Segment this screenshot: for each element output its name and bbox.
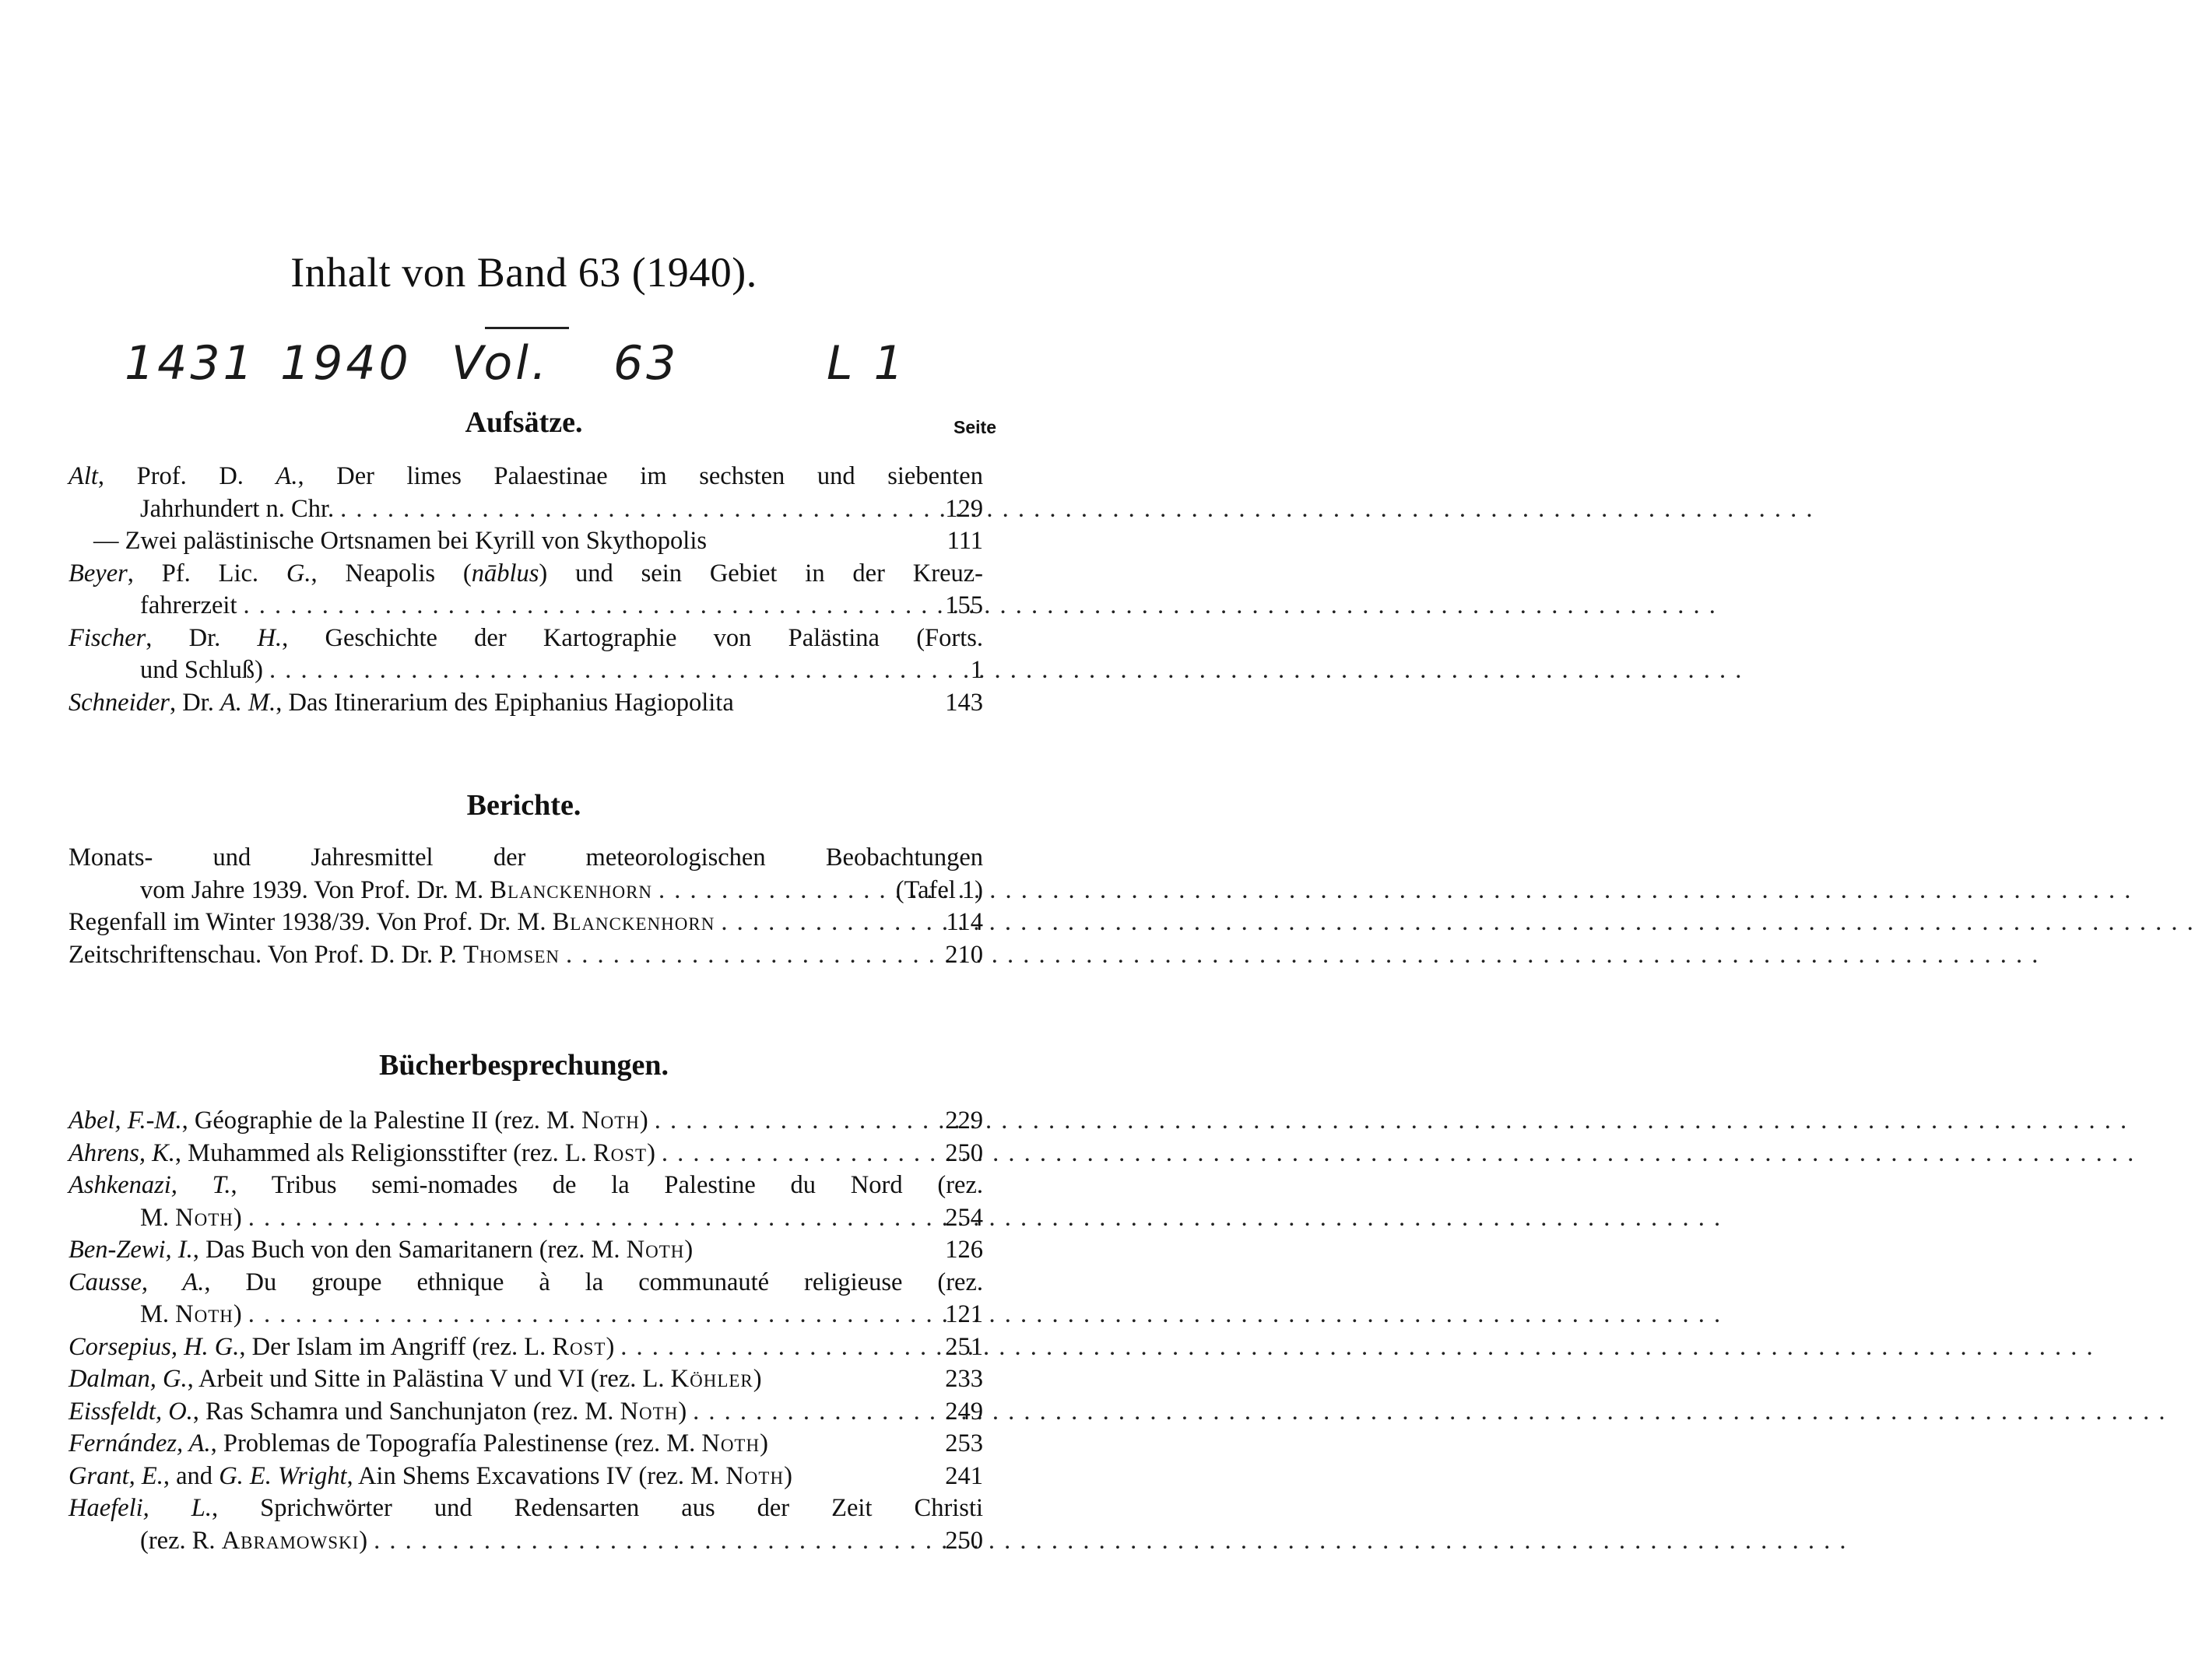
- list-item: Ahrens, K., Muhammed als Religionsstifter (rez. L. Rost) . . . 250: [68, 1138, 983, 1170]
- page-number: 143: [945, 688, 983, 717]
- list-item: Fernández, A., Problemas de Topografía Palestinense (rez. M. Noth) 253: [68, 1428, 983, 1461]
- page-number: 250: [945, 1526, 983, 1555]
- list-item: Beyer, Pf. Lic. G., Neapolis (nāblus) und sein Gebiet in der Kreuz-: [68, 559, 983, 587]
- page-number: 155: [945, 591, 983, 619]
- list-item-continuation: fahrerzeit . . . 155: [68, 590, 983, 623]
- page-number: 121: [945, 1300, 983, 1328]
- list-item: Eissfeldt, O., Ras Schamra und Sanchunjaton (rez. M. Noth) . . . 249: [68, 1396, 983, 1429]
- list-item: Ashkenazi, T., Tribus semi-nomades de la Palestine du Nord (rez.: [68, 1171, 983, 1199]
- handwritten-part-4: 63: [613, 336, 680, 391]
- list-item: Dalman, G., Arbeit und Sitte in Palästina V und VI (rez. L. Köhler) 233: [68, 1363, 983, 1396]
- page-number: 114: [946, 908, 983, 936]
- list-item-continuation: M. Noth) . . . 121: [68, 1299, 983, 1331]
- page-number: 210: [945, 940, 983, 969]
- list-item-continuation: Jahrhundert n. Chr. . . . 129: [68, 493, 983, 526]
- page-number: 129: [945, 494, 983, 523]
- page-number: 250: [945, 1138, 983, 1167]
- list-item: Regenfall im Winter 1938/39. Von Prof. Dr. M. Blanckenhorn . . . 114: [68, 907, 983, 939]
- page-number: 126: [945, 1236, 983, 1264]
- list-item-continuation: M. Noth) . . . 254: [68, 1202, 983, 1235]
- title-rule: [485, 327, 569, 329]
- page-number: 233: [945, 1365, 983, 1393]
- list-item: Monats- und Jahresmittel der meteorologischen Beobachtungen: [68, 844, 983, 872]
- list-item: Grant, E., and G. E. Wright, Ain Shems Excavations IV (rez. M. Noth) 241: [68, 1461, 983, 1493]
- buecher-list: [68, 1105, 983, 1557]
- seite-label: Seite: [954, 417, 996, 437]
- handwritten-note: [125, 336, 950, 398]
- section-heading-buecher: Bücherbesprechungen.: [379, 1049, 669, 1082]
- list-item: — Zwei palästinische Ortsnamen bei Kyrill von Skythopolis 111: [68, 525, 983, 558]
- page-number: 111: [946, 527, 983, 555]
- list-item: Fischer, Dr. H., Geschichte der Kartographie von Palästina (Forts.: [68, 623, 984, 652]
- page-number: 229: [945, 1107, 983, 1135]
- list-item: Zeitschriftenschau. Von Prof. D. Dr. P. Thomsen . . . 210: [68, 939, 983, 972]
- page-number: 251: [945, 1332, 983, 1361]
- page-title: Inhalt von Band 63 (1940).: [290, 249, 757, 296]
- page-number: 241: [945, 1461, 983, 1490]
- aufsaetze-list: [68, 461, 983, 719]
- page: [0, 0, 1048, 1680]
- list-item: Corsepius, H. G., Der Islam im Angriff (rez. L. Rost) . . . 251: [68, 1331, 983, 1364]
- list-item-continuation: (rez. R. Abramowski) . . . 250: [68, 1525, 983, 1558]
- page-number: 1: [970, 656, 983, 684]
- page-number: 249: [945, 1397, 983, 1426]
- berichte-list: [68, 842, 983, 971]
- list-item: Alt, Prof. D. A., Der limes Palaestinae im sechsten und siebenten: [68, 462, 983, 490]
- page-number: 254: [945, 1203, 983, 1232]
- section-heading-aufsaetze: Aufsätze.: [465, 406, 583, 439]
- handwritten-part-5: L 1: [827, 336, 907, 391]
- handwritten-part-1: 1431: [125, 336, 256, 391]
- page-number: 253: [945, 1429, 983, 1457]
- list-item: Causse, A., Du groupe ethnique à la communauté religieuse (rez.: [68, 1268, 983, 1296]
- list-item-continuation: vom Jahre 1939. Von Prof. Dr. M. Blanckenhorn . . . (Tafel 1): [68, 875, 983, 907]
- list-item: Ben-Zewi, I., Das Buch von den Samaritanern (rez. M. Noth) 126: [68, 1234, 983, 1267]
- handwritten-part-2: 1940: [280, 336, 412, 391]
- section-heading-berichte: Berichte.: [466, 789, 581, 822]
- list-item: Abel, F.-M., Géographie de la Palestine II (rez. M. Noth) . . . 229: [68, 1105, 983, 1138]
- page-number: (Tafel 1): [895, 875, 983, 904]
- handwritten-part-3: Vol.: [451, 336, 550, 391]
- list-item: Schneider, Dr. A. M., Das Itinerarium des Epiphanius Hagiopolita 143: [68, 687, 983, 720]
- list-item: Haefeli, L., Sprichwörter und Redensarten aus der Zeit Christi: [68, 1494, 983, 1522]
- list-item-continuation: und Schluß) . . . 1: [68, 654, 983, 687]
